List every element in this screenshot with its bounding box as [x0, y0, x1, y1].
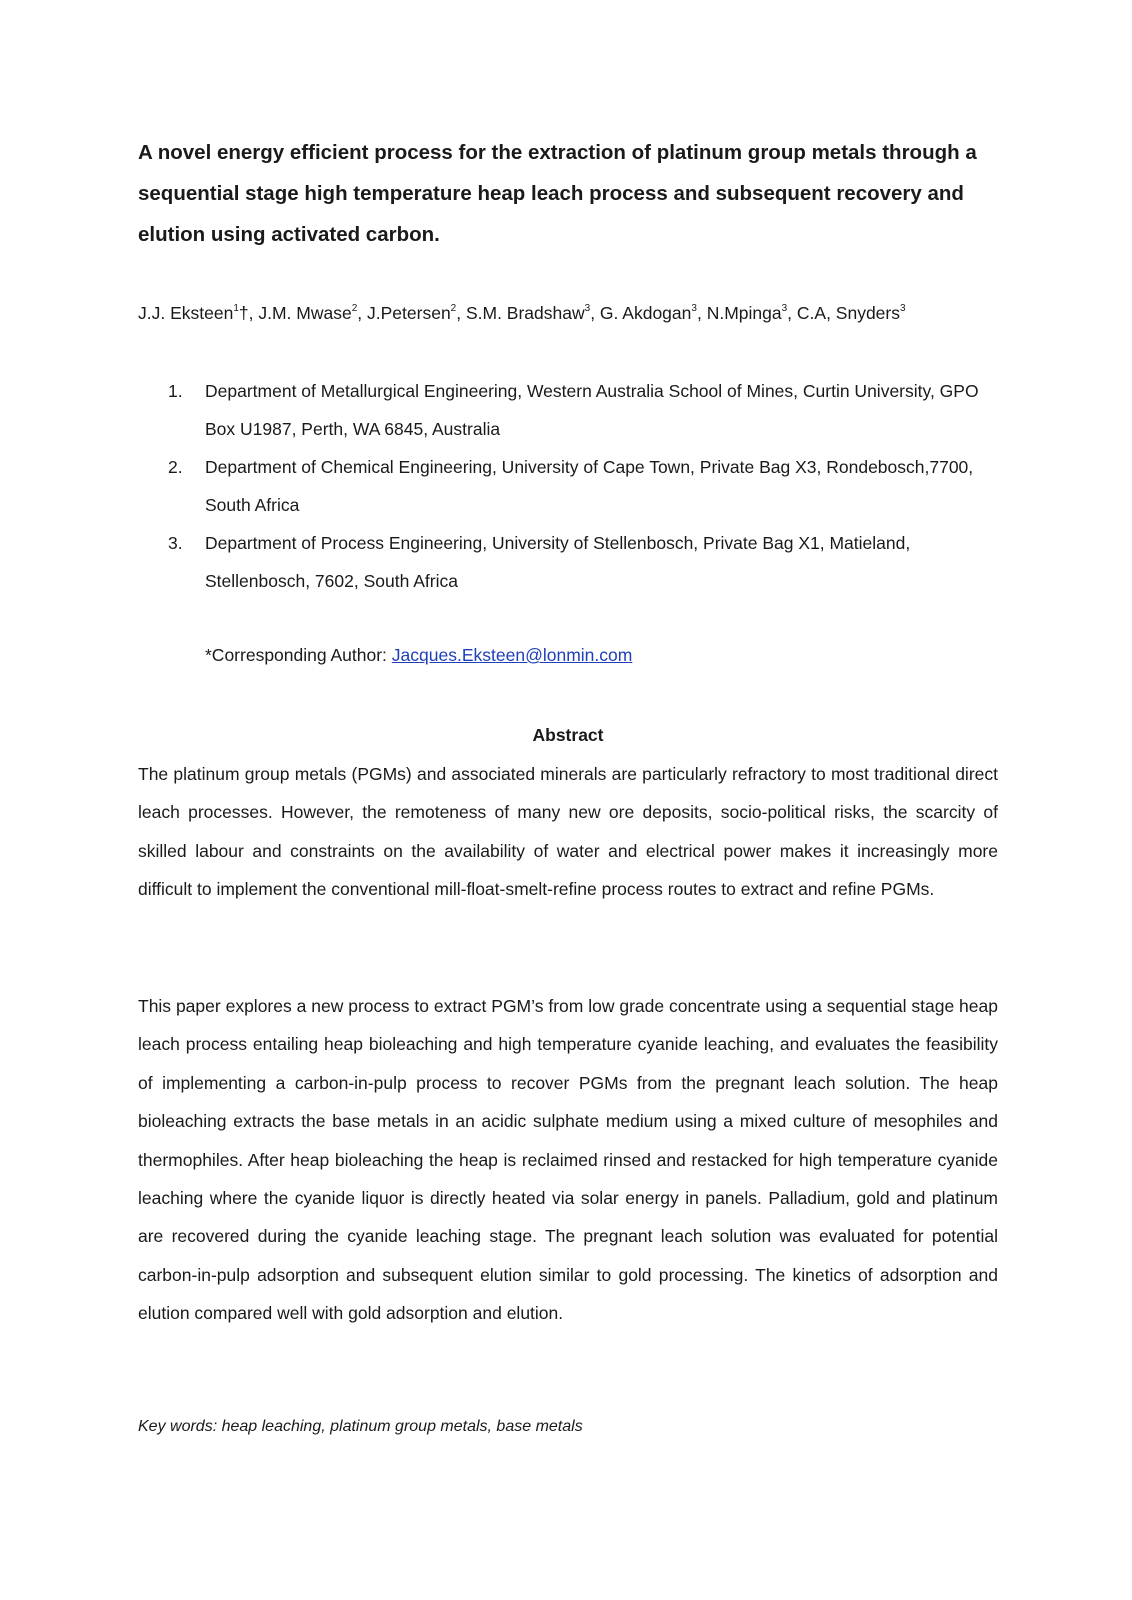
abstract-heading: Abstract [532, 725, 604, 745]
abstract-paragraph: The platinum group metals (PGMs) and associated minerals are particularly refractory to most traditional direct leach processes. However, the remoteness of many new ore deposits, socio-political risks, the scarcity of skilled labour and constraints on the availability of water and electrical power makes it increasingly more difficult to implement the conventional mill-float-smelt-refine process routes to extract and refine PGMs. [138, 764, 998, 900]
author: S.M. Bradshaw$^3$, [465, 303, 600, 323]
affiliation-marker: 2 [450, 303, 457, 314]
affiliation-text: Department of Metallurgical Engineering, Western Australia School of Mines, Curtin University, GPO Box U1987, Perth, WA 6845, Australia [205, 381, 979, 439]
affiliation-number: 1. [168, 381, 183, 401]
author: J.M. Mwase$^2$, [258, 303, 368, 323]
affiliation-marker: 1 [233, 303, 239, 314]
affiliation-list [168, 372, 1008, 600]
corresponding-email-link[interactable]: Jacques.Eksteen@lonmin.com [391, 645, 633, 665]
author: J.Petersen$^2$, [367, 303, 466, 323]
corresponding-label: *Corresponding Author: [205, 645, 392, 665]
affiliation-text: Department of Chemical Engineering, University of Cape Town, Private Bag X3, Rondebosch,7700, South Africa [205, 457, 974, 515]
author: J.J. Eksteen$^1$†, [138, 303, 259, 323]
author: C.A, Snyders$^3$ [796, 303, 906, 323]
author: G. Akdogan$^3$, [599, 303, 707, 323]
keywords: Key words: heap leaching, platinum group metals, base metals [138, 1418, 583, 1435]
paper-title: A novel energy efficient process for the extraction of platinum group metals through a sequential stage high temperature heap leach process and subsequent recovery and elution using activated carbon. [138, 141, 977, 246]
author: N.Mpinga$^3$, [706, 303, 797, 323]
author-list [138, 300, 1038, 326]
affiliation-number: 2. [168, 457, 183, 477]
affiliation-item [168, 524, 1008, 600]
affiliation-marker: 3 [584, 303, 591, 314]
affiliation-text: Department of Process Engineering, University of Stellenbosch, Private Bag X1, Matieland, Stellenbosch, 7602, South Africa [205, 533, 911, 591]
corresponding-author [205, 642, 632, 668]
affiliation-marker: 2 [351, 303, 358, 314]
affiliation-item [168, 372, 1008, 448]
affiliation-number: 3. [168, 533, 183, 553]
abstract-paragraph: This paper explores a new process to extract PGM’s from low grade concentrate using a sequential stage heap leach process entailing heap bioleaching and high temperature cyanide leaching, and evaluates the feasibility of implementing a carbon-in-pulp process to recover PGMs from the pregnant leach solution. The heap bioleaching extracts the base metals in an acidic sulphate medium using a mixed culture of mesophiles and thermophiles. After heap bioleaching the heap is reclaimed rinsed and restacked for high temperature cyanide leaching where the cyanide liquor is directly heated via solar energy in panels. Palladium, gold and platinum are recovered during the cyanide leaching stage. The pregnant leach solution was evaluated for potential carbon-in-pulp adsorption and subsequent elution similar to gold processing. The kinetics of adsorption and elution compared well with gold adsorption and elution. [138, 996, 998, 1324]
affiliation-marker: 3 [691, 303, 697, 314]
affiliation-marker: 3 [900, 303, 906, 314]
affiliation-item [168, 448, 1008, 524]
affiliation-marker: 3 [781, 303, 788, 314]
